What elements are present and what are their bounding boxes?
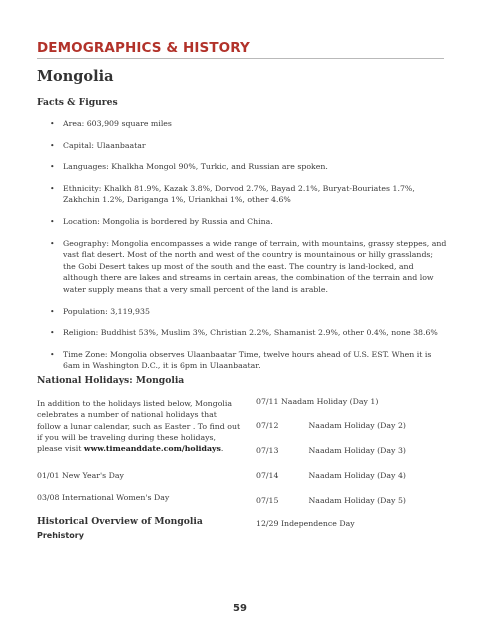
holiday-row	[256, 397, 378, 406]
fact-item	[37, 183, 447, 206]
holiday-row	[256, 421, 406, 430]
holiday-name: International Women's Day	[61, 493, 170, 502]
fact-text: Location: Mongolia is bordered by Russia and China.	[63, 216, 273, 226]
fact-item	[37, 118, 447, 130]
fact-text: Geography: Mongolia encompasses a wide range of terrain, with mountains, grassy steppes, and vast flat desert. Most of the north and west of the country is mountainous or hilly grasslands; the Gobi Desert takes up most of the south and the east. The country is land-locked, and although there are lakes and streams in certain areas, the combination of the terrain and low water supply means that a very small percent of the land is arable.	[63, 238, 447, 294]
holiday-name: New Year's Day	[61, 471, 124, 480]
page-number: 59	[233, 603, 247, 614]
holiday-name: Naadam Holiday (Day 1)	[280, 397, 379, 406]
holiday-name: Naadam Holiday (Day 5)	[308, 496, 406, 505]
holiday-row	[37, 471, 124, 480]
fact-text: Ethnicity: Khalkh 81.9%, Kazak 3.8%, Dorvod 2.7%, Bayad 2.1%, Buryat-Bouriates 1.7%, Zakhchin 1.2%, Dariganga 1%, Uriankhai 1%, other 4.6%	[63, 183, 415, 205]
holiday-row	[256, 446, 406, 455]
holiday-row	[37, 493, 169, 502]
bullet-icon: •	[50, 349, 55, 359]
holiday-name: Independence Day	[280, 519, 355, 528]
holiday-date: 07/13	[256, 446, 279, 455]
holiday-date: 07/11	[256, 397, 279, 406]
fact-text: Languages: Khalkha Mongol 90%, Turkic, and Russian are spoken.	[63, 162, 328, 172]
holidays-link[interactable]: www.timeanddate.com/holidays	[83, 444, 221, 454]
holiday-date: 03/08	[37, 493, 60, 502]
fact-text: Area: 603,909 square miles	[63, 119, 172, 128]
history-heading: Historical Overview of Mongolia	[37, 516, 203, 527]
holidays-intro: In addition to the holidays listed below, Mongolia celebrates a number of national holidays that follow a lunar calendar, such as Easter . To find out if you will be traveling during these holidays, please visit www.timeanddate.com/holidays.	[37, 399, 241, 454]
holiday-date: 07/12	[256, 421, 279, 430]
fact-item	[37, 306, 447, 318]
bullet-icon: •	[50, 140, 55, 150]
holiday-date: 07/14	[256, 471, 279, 480]
fact-item	[37, 161, 447, 173]
fact-text: Population: 3,119,935	[63, 306, 150, 316]
bullet-icon: •	[50, 216, 55, 226]
holiday-name: Naadam Holiday (Day 2)	[308, 421, 406, 430]
bullet-icon: •	[50, 238, 55, 248]
fact-item	[37, 349, 447, 372]
holiday-date: 07/15	[256, 496, 279, 505]
facts-list	[37, 118, 447, 382]
holiday-date: 12/29	[256, 519, 279, 528]
bullet-icon: •	[50, 183, 55, 193]
holiday-row	[256, 471, 406, 480]
fact-item	[37, 216, 447, 228]
section-title-rule	[37, 58, 444, 59]
fact-text: Capital: Ulaanbaatar	[63, 140, 146, 150]
fact-item	[37, 140, 447, 152]
holidays-heading: National Holidays: Mongolia	[37, 375, 185, 386]
country-title: Mongolia	[37, 68, 114, 85]
holiday-row	[256, 496, 406, 505]
holidays-intro-text: In addition to the holidays listed below, Mongolia celebrates a number of national holidays that follow a lunar calendar, such as Easter . To find out if you will be traveling during these holidays, please visit	[37, 399, 241, 454]
holiday-date: 01/01	[37, 471, 60, 480]
bullet-icon: •	[50, 306, 55, 316]
facts-heading: Facts & Figures	[37, 97, 118, 108]
fact-item	[37, 327, 447, 339]
bullet-icon: •	[50, 119, 55, 128]
bullet-icon: •	[50, 162, 55, 172]
section-title: DEMOGRAPHICS & HISTORY	[37, 40, 250, 56]
holiday-name: Naadam Holiday (Day 3)	[308, 446, 406, 455]
bullet-icon: •	[50, 328, 55, 338]
holiday-name: Naadam Holiday (Day 4)	[308, 471, 406, 480]
history-subheading: Prehistory	[37, 531, 84, 540]
fact-text: Religion: Buddhist 53%, Muslim 3%, Christian 2.2%, Shamanist 2.9%, other 0.4%, none 38.6%	[63, 328, 438, 338]
holiday-row	[256, 519, 355, 528]
fact-item	[37, 238, 447, 296]
fact-text: Time Zone: Mongolia observes Ulaanbaatar Time, twelve hours ahead of U.S. EST. When it is 6am in Washington D.C., it is 6pm in Ulaanbaatar.	[63, 349, 432, 371]
